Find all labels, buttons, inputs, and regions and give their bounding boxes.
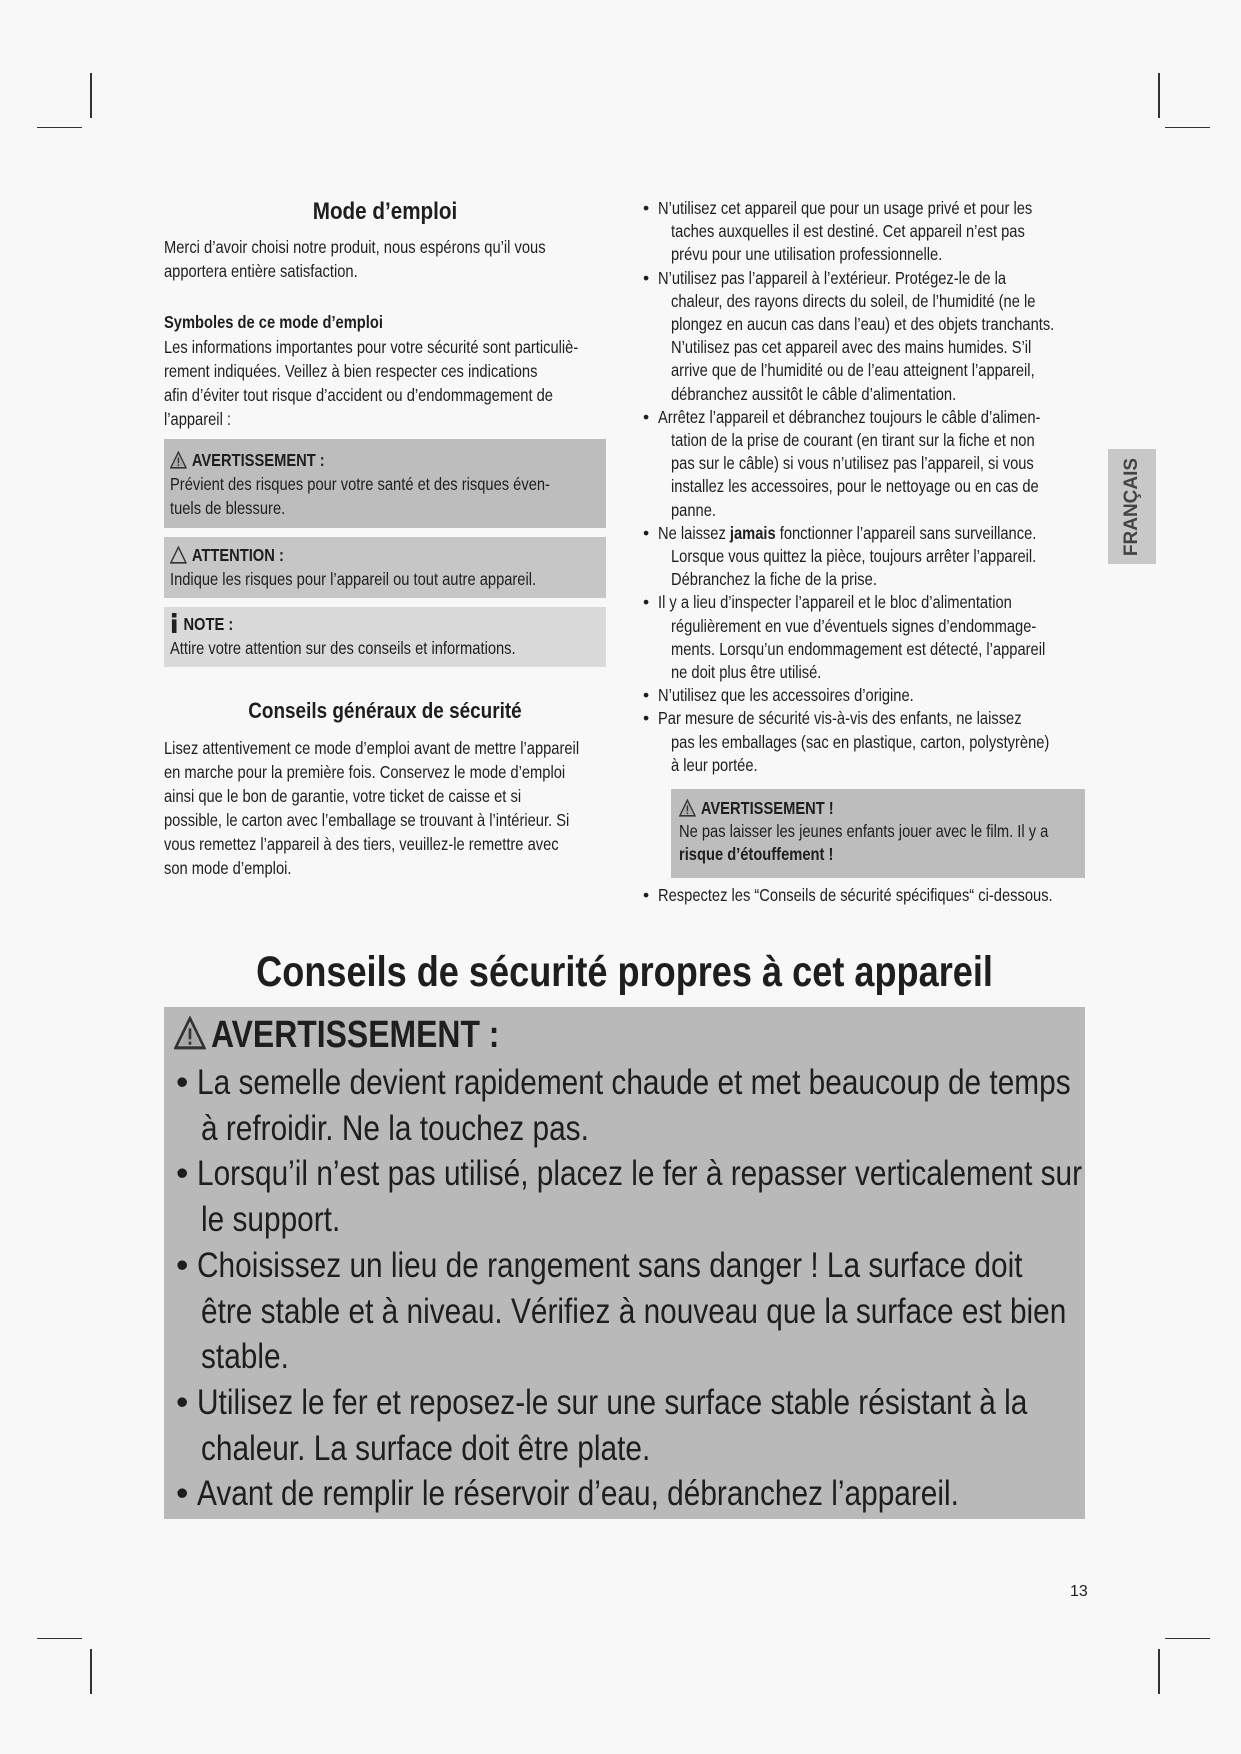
crop-mark [90,73,92,118]
text-line: Débranchez la fiche de la prise. [671,569,877,590]
text-line: arrive que de l’humidité ou de l’eau atteignent l’appareil, [671,360,1035,381]
text-line: prévu pour une utilisation professionnelle. [671,244,943,265]
bullet-icon: • [643,592,650,613]
attention-box [164,537,606,598]
general-safety-heading [164,698,606,724]
safety-bullet-list [643,197,1088,777]
list-item [174,1380,1085,1471]
list-item [174,1471,1085,1517]
bullet-icon: • [176,1244,189,1285]
section-title-mode-emploi [164,198,606,226]
text-line: ments. Lorsqu’un endommagement est détecté, l’appareil [671,638,1046,659]
text-line: être stable et à niveau. Vérifiez à nouveau que la surface est bien [201,1290,1067,1331]
symbols-heading: Symboles de ce mode d’emploi [164,312,383,332]
list-item [174,1060,1085,1151]
text-line: chaleur. La surface doit être plate. [201,1427,651,1468]
bullet-icon: • [176,1062,189,1102]
text-line: son mode d’emploi. [164,858,292,878]
text-line: Par mesure de sécurité vis-à-vis des enfants, ne laissez [658,708,1022,729]
specific-warning-box [164,1007,1085,1519]
list-item [174,1243,1085,1380]
warning-triangle-icon [174,1014,211,1056]
info-icon [170,614,183,634]
list-item [643,197,1088,267]
text-line: régulièrement en vue d’éventuels signes d’endommage- [671,615,1037,636]
text-fragment: Ne laissez [658,522,730,543]
intro-paragraph [164,235,618,283]
text-line-bold: risque d’étouffement ! [679,844,834,865]
box-title-text: NOTE : [183,614,234,634]
bullet-icon: • [176,1153,189,1194]
box-title [679,797,1020,820]
text-line: Lorsqu’il n’est pas utilisé, placez le fer à repasser verticalement sur [197,1153,1083,1194]
crop-mark [37,1638,82,1639]
text-line: Lorsque vous quittez la pièce, toujours arrêter l’appareil. [671,546,1037,567]
bullet-icon: • [643,267,650,288]
warning-triangle-icon [170,450,192,470]
language-tab [1108,449,1156,564]
text-line: débranchez aussitôt le câble d’alimentation. [671,383,957,404]
crop-mark [1158,1649,1160,1694]
crop-mark [1165,127,1210,128]
text-line: afin d’éviter tout risque d’accident ou d’endommagement de [164,385,553,405]
warning-triangle-icon [679,798,701,818]
text-line: Arrêtez l’appareil et débranchez toujours le câble d’alimen- [658,406,1041,427]
bullet-icon: • [643,522,650,543]
box-title [174,1015,939,1055]
heading-text: Conseils de sécurité propres à cet appareil [256,948,993,996]
heading-text: Conseils généraux de sécurité [248,698,522,723]
text-line: panne. [671,499,716,520]
text-line: Merci d’avoir choisi notre produit, nous espérons qu’il vous [164,237,546,257]
language-tab-label: FRANÇAIS [1121,457,1142,556]
crop-mark [37,127,82,128]
text-line: taches auxquelles il est destiné. Cet appareil n’est pas [671,221,1025,242]
text-line: stable. [201,1336,289,1377]
bullet-icon: • [643,885,650,905]
caution-triangle-icon [170,545,192,565]
text-line: pas les emballages (sac en plastique, carton, polystyrène) [671,731,1050,752]
text-line: Prévient des risques pour votre santé et des risques éven- [170,474,550,494]
text-line: La semelle devient rapidement chaude et met beaucoup de temps [197,1062,1071,1102]
text-line: installez les accessoires, pour le nettoyage ou en cas de [671,476,1039,497]
box-title-text: AVERTISSEMENT : [210,1014,500,1056]
text-line: l’appareil : [164,409,232,429]
text-line: Utilisez le fer et reposez-le sur une surface stable résistant à la [197,1381,1028,1422]
text-line: Lisez attentivement ce mode d’emploi avant de mettre l’appareil [164,738,580,758]
list-item [643,522,1088,592]
box-title-text: AVERTISSEMENT : [191,450,325,470]
text-line: Indique les risques pour l’appareil ou tout autre appareil. [170,569,537,589]
crop-mark [90,1649,92,1694]
box-title [170,448,536,472]
list-item [643,267,1088,406]
bullet-text: Respectez les “Conseils de sécurité spécifiques“ ci-dessous. [658,885,1053,905]
page-number: 13 [1070,1583,1088,1600]
specific-safety-heading [164,948,1085,997]
bullet-icon: • [176,1381,189,1422]
box-title [170,543,536,567]
box-title-text: AVERTISSEMENT ! [700,798,834,818]
crop-mark [1158,73,1160,118]
text-line: pas sur le câble) si vous n’utilisez pas l’appareil, si vous [671,453,1034,474]
text-line: possible, le carton avec l’emballage se trouvant à l’intérieur. Si [164,810,570,830]
warning-box-children [671,789,1085,878]
text-line: ne doit plus être utilisé. [671,662,822,683]
text-line: tuels de blessure. [170,498,286,518]
text-line: N’utilisez que les accessoires d’origine. [658,685,914,706]
text-line: N’utilisez pas l’appareil à l’extérieur. Protégez-le de la [658,267,1007,288]
text-line: à leur portée. [671,754,758,775]
text-line: tation de la prise de courant (en tirant sur la fiche et non [671,430,1035,451]
text-line: chaleur, des rayons directs du soleil, de l’humidité (ne le [671,290,1036,311]
list-item [643,707,1088,777]
box-title-text: ATTENTION : [191,545,284,565]
text-fragment: fonctionner l’appareil sans surveillance. [775,522,1037,543]
bullet-icon: • [643,406,650,427]
text-line: N’utilisez cet appareil que pour un usage privé et pour les [658,198,1033,218]
text-line: rement indiquées. Veillez à bien respecter ces indications [164,361,538,381]
text-line: Ne pas laisser les jeunes enfants jouer avec le film. Il y a [679,821,1049,842]
text-line: apportera entière satisfaction. [164,261,358,281]
general-safety-paragraph [164,736,658,880]
text-line: vous remettez l’appareil à des tiers, veuillez-le remettre avec [164,834,559,854]
crop-mark [1165,1638,1210,1639]
symbols-paragraph [164,335,657,431]
text-line: N’utilisez pas cet appareil avec des mains humides. S’il [671,337,1032,358]
text-line: ainsi que le bon de garantie, votre ticket de caisse et si [164,786,522,806]
box-title [170,612,536,636]
list-item [643,884,1128,907]
text-line: Avant de remplir le réservoir d’eau, débranchez l’appareil. [197,1473,959,1514]
text-line: Attire votre attention sur des conseils et informations. [170,638,516,658]
emphasis-text: jamais [729,522,776,543]
text-line: en marche pour la première fois. Conservez le mode d’emploi [164,762,566,782]
text-line: Il y a lieu d’inspecter l’appareil et le bloc d’alimentation [658,592,1012,613]
text-line: plongez en aucun cas dans l’eau) et des objets tranchants. [671,314,1055,335]
text-line: le support. [201,1199,341,1240]
text-line: Les informations importantes pour votre sécurité sont particuliè- [164,337,579,357]
bullet-icon: • [176,1473,189,1514]
text-line: à refroidir. Ne la touchez pas. [201,1107,589,1148]
bullet-icon: • [643,198,650,218]
bullet-icon: • [643,708,650,729]
list-item [174,1151,1085,1242]
bullet-icon: • [643,685,650,706]
text-line [658,522,1037,545]
note-box [164,607,606,667]
warning-box [164,439,606,528]
list-item [643,684,1088,707]
list-item [643,406,1088,522]
text-line: Choisissez un lieu de rangement sans danger ! La surface doit [197,1244,1023,1285]
title-text: Mode d’emploi [312,198,458,225]
list-item [643,591,1088,684]
